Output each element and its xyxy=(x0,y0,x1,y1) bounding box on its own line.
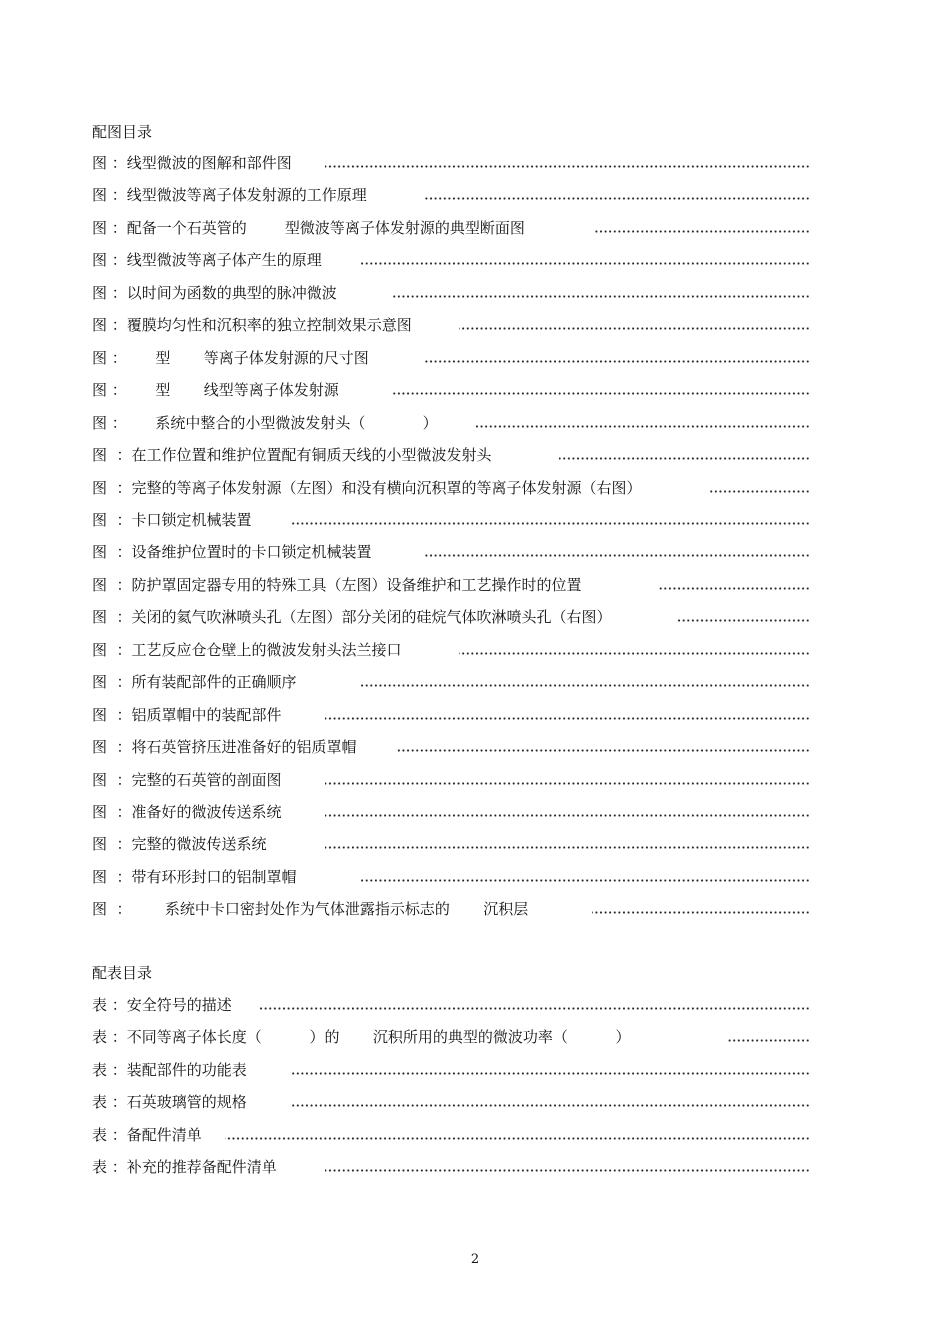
tables-toc-entry[interactable] xyxy=(92,1156,810,1178)
leader-dots xyxy=(425,197,810,200)
leader-dots xyxy=(325,165,810,168)
tables-entry-title: 表 ：安全符号的描述 xyxy=(92,994,236,1016)
leader-dots xyxy=(225,1137,810,1140)
figures-toc-entry[interactable] xyxy=(92,541,810,563)
leader-dots xyxy=(659,587,810,590)
figures-entry-title: 图 ： 系统中卡口密封处作为气体泄露指示标志的 沉积层 xyxy=(92,898,532,920)
leader-dots xyxy=(325,1169,810,1172)
leader-dots xyxy=(709,490,810,493)
figures-entry-title: 图 ： 系统中整合的小型微波发射头（ ） xyxy=(92,412,442,434)
leader-dots xyxy=(459,327,810,330)
leader-dots xyxy=(292,522,810,525)
figures-toc-entry[interactable] xyxy=(92,249,810,271)
figures-entry-title: 图 ：工艺反应仓仓壁上的微波发射头法兰接口 xyxy=(92,639,406,661)
tables-toc-entry[interactable] xyxy=(92,1026,810,1048)
figures-toc-entry[interactable] xyxy=(92,379,810,401)
leader-dots xyxy=(359,262,810,265)
tables-entry-title: 表 ：补充的推荐备配件清单 xyxy=(92,1156,281,1178)
figures-entry-title: 图 ：线型微波等离子体产生的原理 xyxy=(92,249,326,271)
figures-toc-entry[interactable] xyxy=(92,412,810,434)
figures-toc-entry[interactable] xyxy=(92,704,810,726)
figures-toc-entry[interactable] xyxy=(92,184,810,206)
figures-entry-title: 图 ：所有装配部件的正确顺序 xyxy=(92,671,301,693)
figures-toc-entry[interactable] xyxy=(92,801,810,823)
leader-dots xyxy=(397,749,810,752)
figures-toc-entry[interactable] xyxy=(92,639,810,661)
figures-entry-title: 图 ：铝质罩帽中的装配部件 xyxy=(92,704,286,726)
tables-entry-title: 表 ：装配部件的功能表 xyxy=(92,1059,251,1081)
leader-dots xyxy=(727,1039,810,1042)
figures-toc-entry[interactable] xyxy=(92,671,810,693)
tables-heading: 配表目录 xyxy=(92,964,153,982)
tables-entry-title: 表 ：备配件清单 xyxy=(92,1124,206,1146)
figures-entry-title: 图 ：防护罩固定器专用的特殊工具（左图）设备维护和工艺操作时的位置 xyxy=(92,574,586,596)
leader-dots xyxy=(425,360,810,363)
figures-entry-title: 图 ：将石英管挤压进准备好的铝质罩帽 xyxy=(92,736,361,758)
figures-toc-entry[interactable] xyxy=(92,866,810,888)
figures-entry-title: 图 ：完整的等离子体发射源（左图）和没有横向沉积罩的等离子体发射源（右图） xyxy=(92,477,646,499)
figures-toc-entry[interactable] xyxy=(92,314,810,336)
leader-dots xyxy=(292,1104,810,1107)
figures-entry-title: 图 ：以时间为函数的典型的脉冲微波 xyxy=(92,282,341,304)
figures-toc-entry[interactable] xyxy=(92,477,810,499)
figures-toc-entry[interactable] xyxy=(92,152,810,174)
leader-dots xyxy=(359,879,810,882)
figures-entry-title: 图 ：完整的微波传送系统 xyxy=(92,833,271,855)
leader-dots xyxy=(559,457,810,460)
figures-entry-title: 图 ：关闭的氦气吹淋喷头孔（左图）部分关闭的硅烷气体吹淋喷头孔（右图） xyxy=(92,606,616,628)
figures-toc-entry[interactable] xyxy=(92,347,810,369)
leader-dots xyxy=(292,1072,810,1075)
figures-toc-entry[interactable] xyxy=(92,217,810,239)
figures-entry-title: 图 ：带有环形封口的铝制罩帽 xyxy=(92,866,301,888)
leader-dots xyxy=(325,846,810,849)
figures-toc-entry[interactable] xyxy=(92,606,810,628)
figures-entry-title: 图 ：覆膜均匀性和沉积率的独立控制效果示意图 xyxy=(92,314,416,336)
figures-entry-title: 图 ：配备一个石英管的 型微波等离子体发射源的典型断面图 xyxy=(92,217,529,239)
figures-toc-entry[interactable] xyxy=(92,898,810,920)
leader-dots xyxy=(325,782,810,785)
figures-entry-title: 图 ：线型微波的图解和部件图 xyxy=(92,152,296,174)
leader-dots xyxy=(594,230,810,233)
figures-toc-entry[interactable] xyxy=(92,574,810,596)
figures-entry-title: 图 ：在工作位置和维护位置配有铜质天线的小型微波发射头 xyxy=(92,444,496,466)
figures-entry-title: 图 ：线型微波等离子体发射源的工作原理 xyxy=(92,184,371,206)
tables-entry-title: 表 ：石英玻璃管的规格 xyxy=(92,1091,251,1113)
leader-dots xyxy=(459,652,810,655)
tables-entry-title: 表 ：不同等离子体长度（ ）的 沉积所用的典型的微波功率（ ） xyxy=(92,1026,635,1048)
figures-entry-title: 图 ：卡口锁定机械装置 xyxy=(92,509,256,531)
figures-toc-entry[interactable] xyxy=(92,444,810,466)
figures-entry-title: 图 ：设备维护位置时的卡口锁定机械装置 xyxy=(92,541,376,563)
tables-toc-entry[interactable] xyxy=(92,1124,810,1146)
tables-toc-entry[interactable] xyxy=(92,994,810,1016)
figures-entry-title: 图 ： 型 线型等离子体发射源 xyxy=(92,379,343,401)
figures-toc-entry[interactable] xyxy=(92,736,810,758)
figures-toc-entry[interactable] xyxy=(92,769,810,791)
page-number: 2 xyxy=(470,1252,480,1267)
tables-toc-entry[interactable] xyxy=(92,1091,810,1113)
tables-toc-entry[interactable] xyxy=(92,1059,810,1081)
figures-heading: 配图目录 xyxy=(92,123,153,141)
figures-toc-entry[interactable] xyxy=(92,509,810,531)
leader-dots xyxy=(259,1007,810,1010)
figures-entry-title: 图 ：准备好的微波传送系统 xyxy=(92,801,286,823)
figures-entry-title: 图 ： 型 等离子体发射源的尺寸图 xyxy=(92,347,373,369)
leader-dots xyxy=(325,717,810,720)
figures-entry-title: 图 ：完整的石英管的剖面图 xyxy=(92,769,286,791)
leader-dots xyxy=(677,619,810,622)
figures-toc-entry[interactable] xyxy=(92,833,810,855)
leader-dots xyxy=(392,392,810,395)
leader-dots xyxy=(475,425,810,428)
leader-dots xyxy=(425,554,810,557)
leader-dots xyxy=(325,814,810,817)
figures-toc-entry[interactable] xyxy=(92,282,810,304)
leader-dots xyxy=(392,295,810,298)
leader-dots xyxy=(359,684,810,687)
leader-dots xyxy=(592,911,810,914)
